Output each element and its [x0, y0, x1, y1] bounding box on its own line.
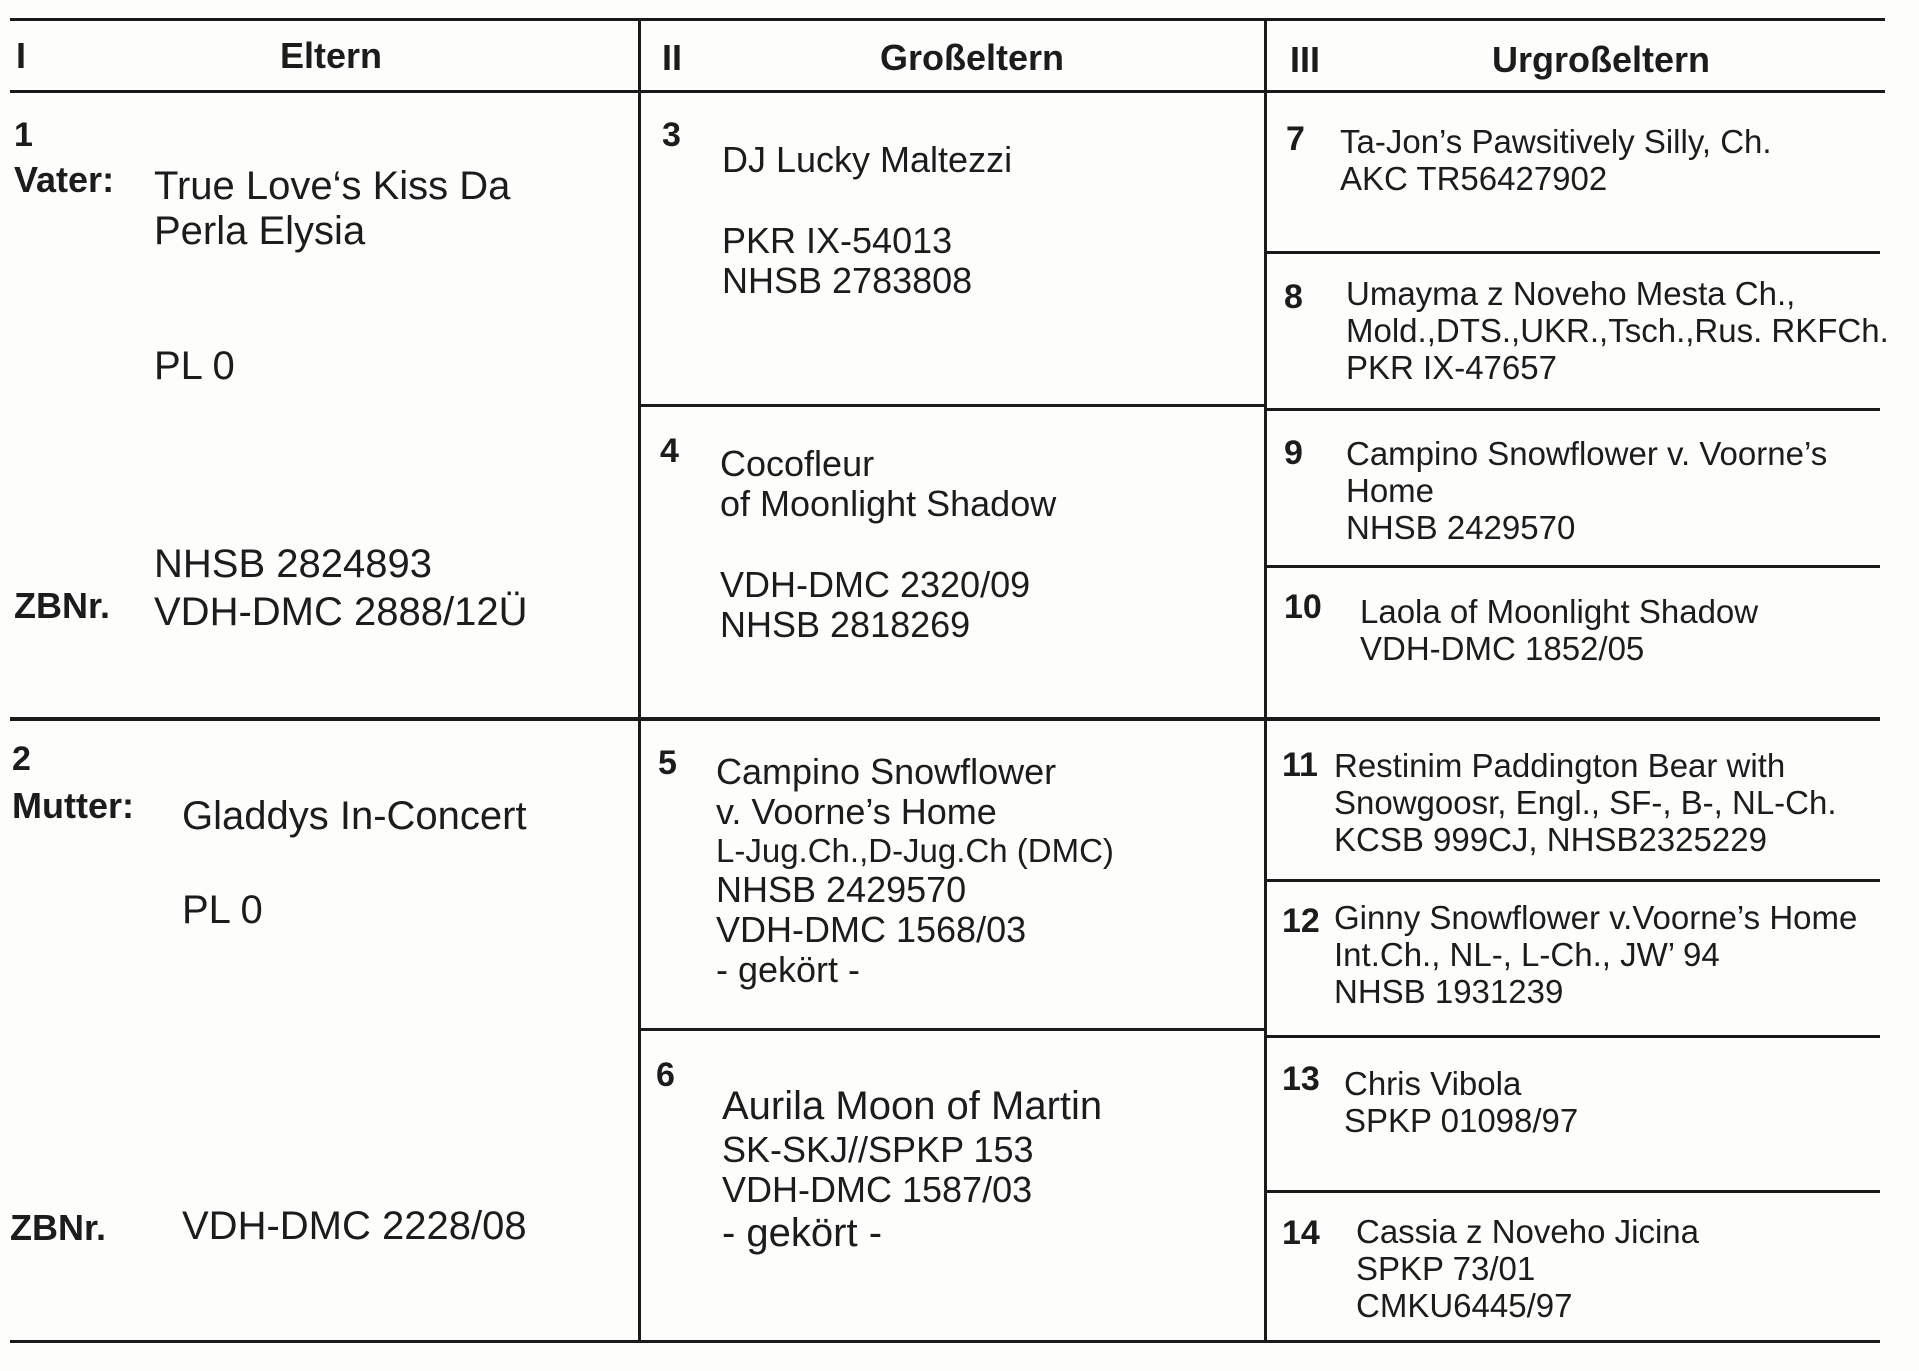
- col3-number: III: [1290, 39, 1321, 80]
- gp4-line: VDH-DMC 2320/09: [720, 563, 1031, 605]
- mother-pl: PL 0: [182, 888, 263, 932]
- g7-line: AKC TR56427902: [1340, 159, 1608, 197]
- gp5-number: 5: [658, 744, 677, 782]
- gp5-entry: [716, 752, 1114, 991]
- gp3-number: 3: [662, 116, 681, 154]
- ggp-divider-13-14: [1266, 1190, 1880, 1193]
- gp4-line: NHSB 2818269: [720, 604, 971, 646]
- mother-label: Mutter:: [12, 785, 134, 826]
- gp5-line: Campino Snowflower: [716, 751, 1057, 792]
- header-rule: [10, 90, 1885, 93]
- g8-line: Umayma z Noveho Mesta Ch.,: [1346, 275, 1796, 312]
- g8-entry: [1346, 276, 1889, 387]
- col-divider-2: [1264, 18, 1267, 1342]
- top-rule: [10, 18, 1885, 21]
- col1-title: Eltern: [280, 35, 383, 76]
- g8-line: PKR IX-47657: [1346, 348, 1557, 386]
- gp4-number: 4: [660, 432, 679, 470]
- g11-number: 11: [1282, 746, 1318, 784]
- g7-number: 7: [1286, 120, 1305, 158]
- father-number: 1: [14, 116, 33, 154]
- g9-number: 9: [1284, 434, 1303, 472]
- father-label: Vater:: [14, 159, 115, 200]
- ggp-divider-12-13: [1266, 1035, 1880, 1038]
- ggp-divider-11-12: [1266, 879, 1880, 882]
- mid-rule: [10, 717, 1880, 721]
- mother-number: 2: [12, 740, 31, 778]
- g9-line: NHSB 2429570: [1346, 508, 1576, 546]
- father-name-line: True Love‘s Kiss Da: [154, 164, 511, 208]
- g13-line: SPKP 01098/97: [1344, 1101, 1579, 1139]
- g11-entry: [1334, 748, 1837, 859]
- gp-divider-top: [640, 404, 1266, 407]
- g12-number: 12: [1282, 902, 1320, 940]
- g8-number: 8: [1284, 278, 1303, 316]
- mother-zb-label: ZBNr.: [10, 1207, 107, 1248]
- gp6-name: Aurila Moon of Martin: [722, 1084, 1103, 1128]
- g9-entry: [1346, 436, 1827, 547]
- mother-name: Gladdys In-Concert: [182, 794, 527, 838]
- father-zb-label: ZBNr.: [14, 585, 111, 626]
- gp4-line: of Moonlight Shadow: [720, 483, 1057, 525]
- g14-line: SPKP 73/01: [1356, 1249, 1536, 1287]
- g9-line: Campino Snowflower v. Voorne’s: [1346, 435, 1828, 472]
- col1-number: I: [16, 35, 27, 76]
- gp3-entry: [722, 140, 1012, 301]
- g13-entry: [1344, 1066, 1578, 1140]
- gp5-line: NHSB 2429570: [716, 868, 967, 910]
- col3-title: Urgroßeltern: [1492, 39, 1711, 80]
- gp6-number: 6: [656, 1056, 675, 1094]
- ggp-divider-7-8: [1266, 251, 1880, 254]
- gp-divider-bottom: [640, 1028, 1266, 1031]
- g9-line: Home: [1346, 471, 1435, 509]
- gp5-line: VDH-DMC 1568/03: [716, 908, 1027, 950]
- g10-entry: [1360, 594, 1758, 668]
- gp6-entry: [722, 1130, 1034, 1255]
- g11-line: Snowgoosr, Engl., SF-, B-, NL-Ch.: [1334, 783, 1837, 821]
- gp3-line: [722, 180, 1012, 220]
- g10-number: 10: [1284, 588, 1322, 626]
- g14-line: Cassia z Noveho Jicina: [1356, 1213, 1699, 1250]
- gp4-line: Cocofleur: [720, 443, 875, 484]
- bottom-rule: [10, 1340, 1880, 1343]
- col-divider-1: [638, 18, 641, 1342]
- gp6-line: SK-SKJ//SPKP 153: [722, 1129, 1034, 1170]
- gp4-line: [720, 525, 1056, 565]
- g12-line: Int.Ch., NL-, L-Ch., JW’ 94: [1334, 935, 1720, 973]
- g12-entry: [1334, 900, 1857, 1011]
- father-name-line: Perla Elysia: [154, 208, 366, 253]
- g14-entry: [1356, 1214, 1699, 1325]
- gp5-line: - gekört -: [716, 949, 861, 991]
- father-registration: NHSB 2824893: [154, 542, 432, 586]
- col2-title: Großeltern: [880, 37, 1065, 78]
- g13-number: 13: [1282, 1060, 1320, 1098]
- g11-line: Restinim Paddington Bear with: [1334, 747, 1786, 784]
- g13-line: Chris Vibola: [1344, 1065, 1522, 1102]
- g14-line: CMKU6445/97: [1356, 1286, 1573, 1324]
- g12-line: Ginny Snowflower v.Voorne’s Home: [1334, 899, 1858, 936]
- mother-zb-number: VDH-DMC 2228/08: [182, 1204, 527, 1248]
- gp6-line: VDH-DMC 1587/03: [722, 1169, 1033, 1211]
- col2-number: II: [662, 37, 683, 78]
- gp4-entry: [720, 444, 1056, 646]
- gp3-line: NHSB 2783808: [722, 259, 973, 301]
- g12-line: NHSB 1931239: [1334, 972, 1564, 1010]
- gp6-line: - gekört -: [722, 1210, 883, 1255]
- gp5-line: v. Voorne’s Home: [716, 791, 997, 833]
- g11-line: KCSB 999CJ, NHSB2325229: [1334, 820, 1767, 858]
- g10-line: Laola of Moonlight Shadow: [1360, 593, 1759, 630]
- gp3-line: PKR IX-54013: [722, 219, 953, 261]
- gp5-line: L-Jug.Ch.,D-Jug.Ch (DMC): [716, 831, 1114, 869]
- father-pl: PL 0: [154, 344, 235, 388]
- g8-line: Mold.,DTS.,UKR.,Tsch.,Rus. RKFCh.: [1346, 311, 1889, 349]
- g14-number: 14: [1282, 1214, 1320, 1252]
- ggp-divider-9-10: [1266, 565, 1880, 568]
- ggp-divider-8-9: [1266, 408, 1880, 411]
- father-name: [154, 164, 510, 254]
- g7-line: Ta-Jon’s Pawsitively Silly, Ch.: [1340, 123, 1772, 160]
- g10-line: VDH-DMC 1852/05: [1360, 629, 1645, 667]
- g7-entry: [1340, 124, 1772, 198]
- gp3-line: DJ Lucky Maltezzi: [722, 139, 1013, 180]
- father-zb-number: VDH-DMC 2888/12Ü: [154, 590, 528, 634]
